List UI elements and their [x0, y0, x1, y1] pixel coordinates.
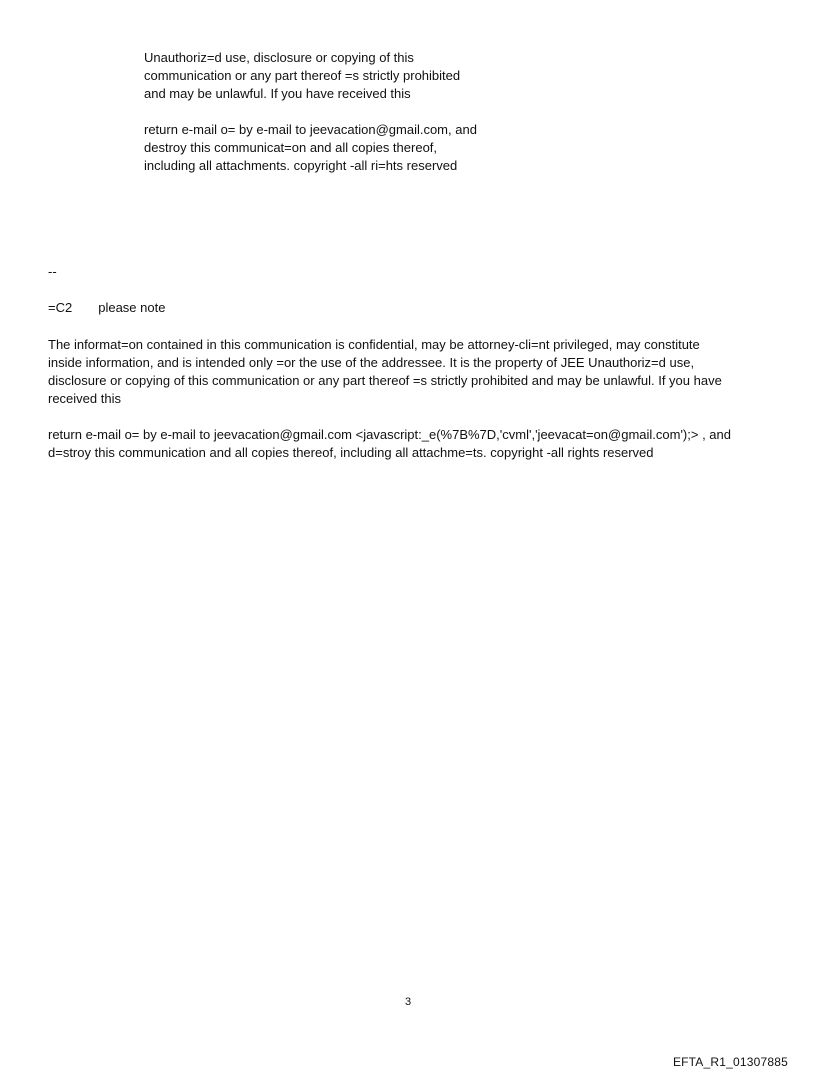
quoted-text-line: Unauthoriz=d use, disclosure or copying of this — [144, 50, 414, 65]
note-label: please note — [98, 300, 166, 315]
quoted-text-line: and may be unlawful. If you have received this — [144, 86, 411, 101]
disclaimer-text-line: inside information, and is intended only =or the use of the addressee. It is the property of JEE Unauthoriz=d use, — [48, 355, 695, 370]
note-code: =C2 — [48, 300, 73, 315]
note-header — [48, 299, 165, 316]
disclaimer-text-line: disclosure or copying of this communication or any part thereof =s strictly prohibited and may be unlawful. If you have — [48, 373, 722, 388]
disclaimer-text-line: return e-mail o= by e-mail to jeevacation@gmail.com <javascript:_e(%7B%7D,'cvml','jeevacat=on@gmail.com');> , and — [48, 427, 731, 442]
disclaimer-text-line: d=stroy this communication and all copies thereof, including all attachme=ts. copyright -all rights reserved — [48, 445, 654, 460]
disclaimer-text-line: received this — [48, 391, 121, 406]
quoted-text-line: including all attachments. copyright -all ri=hts reserved — [144, 158, 458, 173]
quoted-text-line: communication or any part thereof =s strictly prohibited — [144, 68, 461, 83]
signature-separator: -- — [48, 264, 57, 279]
document-id: EFTA_R1_01307885 — [672, 1055, 788, 1069]
page-number: 3 — [404, 996, 412, 1008]
disclaimer-text-line: The informat=on contained in this communication is confidential, may be attorney-cli=nt privileged, may constitute — [48, 337, 700, 352]
quoted-text-line: destroy this communicat=on and all copies thereof, — [144, 140, 438, 155]
quoted-text-line: return e-mail o= by e-mail to jeevacation@gmail.com, and — [144, 122, 477, 137]
